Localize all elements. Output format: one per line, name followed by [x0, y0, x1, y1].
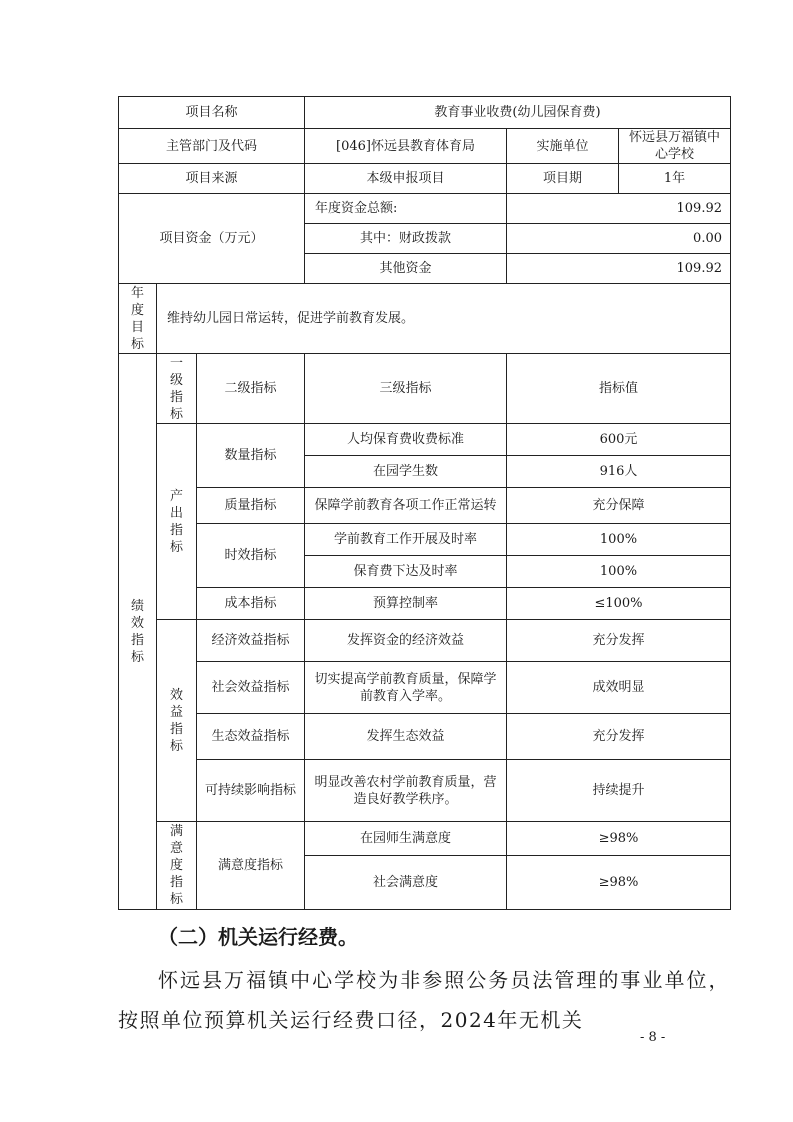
indicator-l3: 发挥生态效益 [305, 714, 507, 760]
satisfaction-label: 满意度指标 [157, 822, 197, 910]
source-label: 项目来源 [119, 164, 305, 194]
indicator-l3: 在园学生数 [305, 456, 507, 488]
project-name-value: 教育事业收费(幼儿园保育费) [305, 97, 731, 129]
indicator-l3: 发挥资金的经济效益 [305, 620, 507, 662]
indicator-value: 100% [507, 524, 731, 556]
col-level1: 一级指标 [157, 354, 197, 424]
funds-label: 项目资金（万元） [119, 194, 305, 284]
period-label: 项目期 [507, 164, 619, 194]
indicator-l2: 质量指标 [197, 488, 305, 524]
indicator-value: 916人 [507, 456, 731, 488]
indicator-value: 充分发挥 [507, 620, 731, 662]
funds-other-label: 其他资金 [305, 254, 507, 284]
page-number: - 8 - [640, 1030, 666, 1045]
impl-unit-label: 实施单位 [507, 129, 619, 164]
annual-goal-label: 年度目标 [119, 284, 157, 354]
period-value: 1年 [619, 164, 731, 194]
indicator-value: ≥98% [507, 822, 731, 856]
indicator-l2: 经济效益指标 [197, 620, 305, 662]
indicator-value: ≤100% [507, 588, 731, 620]
indicator-l2: 数量指标 [197, 424, 305, 488]
indicator-value: 充分发挥 [507, 714, 731, 760]
funds-total-value: 109.92 [507, 194, 731, 224]
indicator-l2: 可持续影响指标 [197, 760, 305, 822]
indicator-l3: 在园师生满意度 [305, 822, 507, 856]
funds-fiscal-value: 0.00 [507, 224, 731, 254]
indicator-value: ≥98% [507, 856, 731, 910]
indicator-value: 充分保障 [507, 488, 731, 524]
dept-label: 主管部门及代码 [119, 129, 305, 164]
indicator-l3: 社会满意度 [305, 856, 507, 910]
indicator-l3: 预算控制率 [305, 588, 507, 620]
project-name-label: 项目名称 [119, 97, 305, 129]
funds-fiscal-label: 其中：财政拨款 [305, 224, 507, 254]
indicator-l2: 满意度指标 [197, 822, 305, 910]
dept-value: [046]怀远县教育体育局 [305, 129, 507, 164]
indicator-value: 成效明显 [507, 662, 731, 714]
indicator-l3: 切实提高学前教育质量，保障学前教育入学率。 [305, 662, 507, 714]
annual-goal-value: 维持幼儿园日常运转，促进学前教育发展。 [157, 284, 731, 354]
indicator-l2: 时效指标 [197, 524, 305, 588]
source-value: 本级申报项目 [305, 164, 507, 194]
indicator-l3: 人均保育费收费标准 [305, 424, 507, 456]
indicator-l3: 学前教育工作开展及时率 [305, 524, 507, 556]
section-heading: （二）机关运行经费。 [158, 925, 358, 949]
body-paragraph: 怀远县万福镇中心学校为非参照公务员法管理的事业单位，按照单位预算机关运行经费口径，2024年无机关 [118, 968, 730, 1032]
impl-unit-value: 怀远县万福镇中心学校 [619, 129, 731, 164]
perf-label: 绩效指标 [119, 354, 157, 910]
indicator-l3: 保障学前教育各项工作正常运转 [305, 488, 507, 524]
indicator-value: 100% [507, 556, 731, 588]
col-level3: 三级指标 [305, 354, 507, 424]
indicator-l3: 保育费下达及时率 [305, 556, 507, 588]
col-level2: 二级指标 [197, 354, 305, 424]
funds-other-value: 109.92 [507, 254, 731, 284]
indicator-l2: 成本指标 [197, 588, 305, 620]
output-label: 产出指标 [157, 424, 197, 620]
indicator-l2: 生态效益指标 [197, 714, 305, 760]
indicator-l3: 明显改善农村学前教育质量，营造良好教学秩序。 [305, 760, 507, 822]
indicator-l2: 社会效益指标 [197, 662, 305, 714]
performance-table [118, 96, 731, 910]
col-value: 指标值 [507, 354, 731, 424]
indicator-value: 持续提升 [507, 760, 731, 822]
effect-label: 效益指标 [157, 620, 197, 822]
funds-total-label: 年度资金总额: [305, 194, 507, 224]
indicator-value: 600元 [507, 424, 731, 456]
